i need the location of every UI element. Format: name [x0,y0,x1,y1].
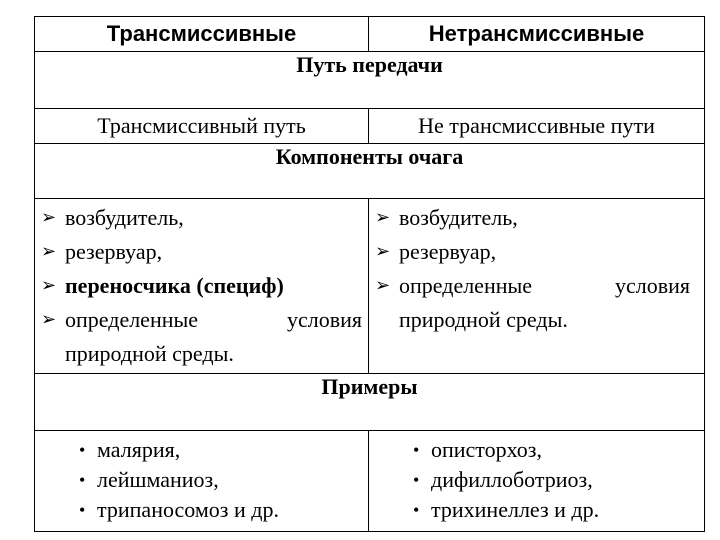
dot-bullet-icon: • [79,470,86,490]
examples-row [35,431,705,532]
list-item: • трипаносомоз и др. [35,495,368,525]
components-list-right [369,201,704,337]
list-item: ➢ переносчика (специф) [35,269,368,303]
list-item: • описторхоз, [369,435,704,465]
components-list-left [35,201,368,371]
list-item: ➢ резервуар, [369,235,704,269]
arrow-bullet-icon: ➢ [41,207,57,228]
arrow-bullet-icon: ➢ [375,275,391,296]
arrow-bullet-icon: ➢ [41,309,57,330]
path-row [35,109,705,144]
section-row-examples [35,374,705,431]
list-item: ➢ определенные условия [369,269,704,303]
section-title-components: Компоненты очага [35,144,705,199]
list-item: • малярия, [35,435,368,465]
arrow-bullet-icon: ➢ [41,275,57,296]
dot-bullet-icon: • [413,440,420,460]
arrow-bullet-icon: ➢ [375,207,391,228]
list-item: ➢ резервуар, [35,235,368,269]
list-item: • трихинеллез и др. [369,495,704,525]
examples-transmissive [35,431,369,532]
examples-nontransmissive [369,431,705,532]
dot-bullet-icon: • [413,470,420,490]
list-item: ➢ возбудитель, [35,201,368,235]
arrow-bullet-icon: ➢ [375,241,391,262]
list-item: • лейшманиоз, [35,465,368,495]
header-transmissive: Трансмиссивные [35,17,369,52]
list-item-continuation: природной среды. [65,341,234,366]
examples-list-right [369,435,704,525]
arrow-bullet-icon: ➢ [41,241,57,262]
list-item-continuation: природной среды. [399,307,568,332]
path-transmissive: Трансмиссивный путь [35,109,369,144]
section-title-path: Путь передачи [35,52,705,109]
path-nontransmissive: Не трансмиссивные пути [369,109,705,144]
components-nontransmissive [369,199,705,374]
comparison-table [34,16,705,532]
dot-bullet-icon: • [79,440,86,460]
list-item: ➢ возбудитель, [369,201,704,235]
components-row [35,199,705,374]
section-title-examples: Примеры [35,374,705,431]
examples-list-left [35,435,368,525]
header-nontransmissive: Нетрансмиссивные [369,17,705,52]
header-row [35,17,705,52]
section-row-components [35,144,705,199]
dot-bullet-icon: • [79,500,86,520]
components-transmissive [35,199,369,374]
list-item: • дифиллоботриоз, [369,465,704,495]
list-item: ➢ определенные условия [35,303,368,337]
dot-bullet-icon: • [413,500,420,520]
section-row-path [35,52,705,109]
